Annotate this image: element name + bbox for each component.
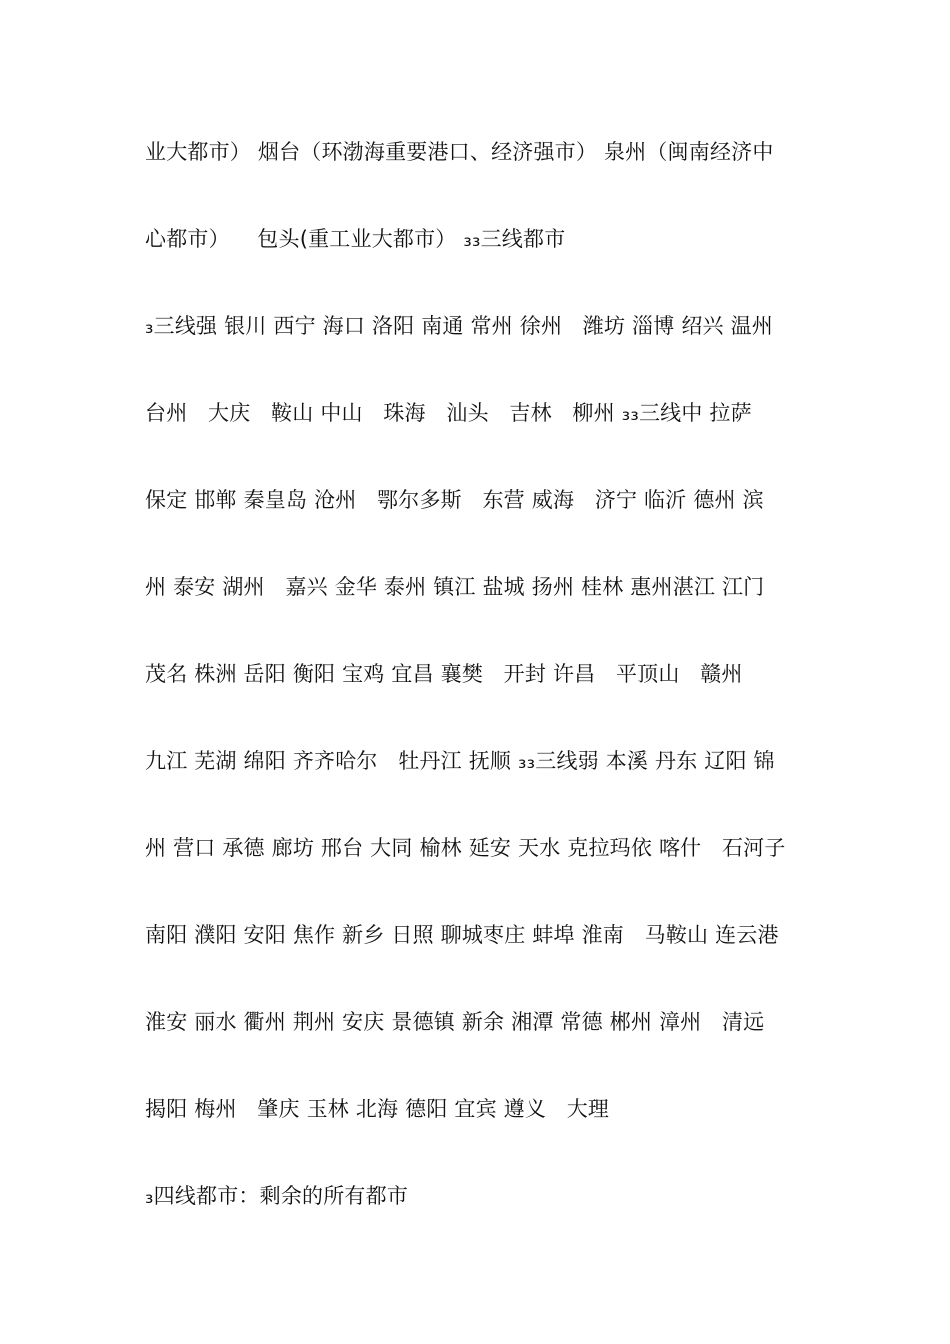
text-line: 南阳 濮阳 安阳 焦作 新乡 日照 聊城枣庄 蚌埠 淮南 马鞍山 连云港: [145, 923, 779, 947]
text-line: ₃四线都市：剩余的所有都市: [145, 1184, 409, 1208]
text-line: 业大都市） 烟台（环渤海重要港口、经济强市） 泉州（闽南经济中: [145, 140, 774, 164]
text-line: 淮安 丽水 衢州 荆州 安庆 景德镇 新余 湘潭 常德 郴州 漳州 清远: [145, 1010, 765, 1034]
text-line: 台州 大庆 鞍山 中山 珠海 汕头 吉林 柳州 ₃₃三线中 拉萨: [145, 401, 752, 425]
text-line: 保定 邯郸 秦皇岛 沧州 鄂尔多斯 东营 威海 济宁 临沂 德州 滨: [145, 488, 764, 512]
text-line: 茂名 株洲 岳阳 衡阳 宝鸡 宜昌 襄樊 开封 许昌 平顶山 赣州: [145, 662, 743, 686]
text-line: 揭阳 梅州 肇庆 玉林 北海 德阳 宜宾 遵义 大理: [145, 1097, 610, 1121]
text-line: 心都市） 包头(重工业大都市） ₃₃三线都市: [145, 227, 566, 251]
text-line: 州 营口 承德 廊坊 邢台 大同 榆林 延安 天水 克拉玛依 喀什 石河子: [145, 836, 786, 860]
text-line: 九江 芜湖 绵阳 齐齐哈尔 牡丹江 抚顺 ₃₃三线弱 本溪 丹东 辽阳 锦: [145, 749, 775, 773]
text-line: 州 泰安 湖州 嘉兴 金华 泰州 镇江 盐城 扬州 桂林 惠州湛江 江门: [145, 575, 765, 599]
text-line: ₃三线强 银川 西宁 海口 洛阳 南通 常州 徐州 潍坊 淄博 绍兴 温州: [145, 314, 773, 338]
